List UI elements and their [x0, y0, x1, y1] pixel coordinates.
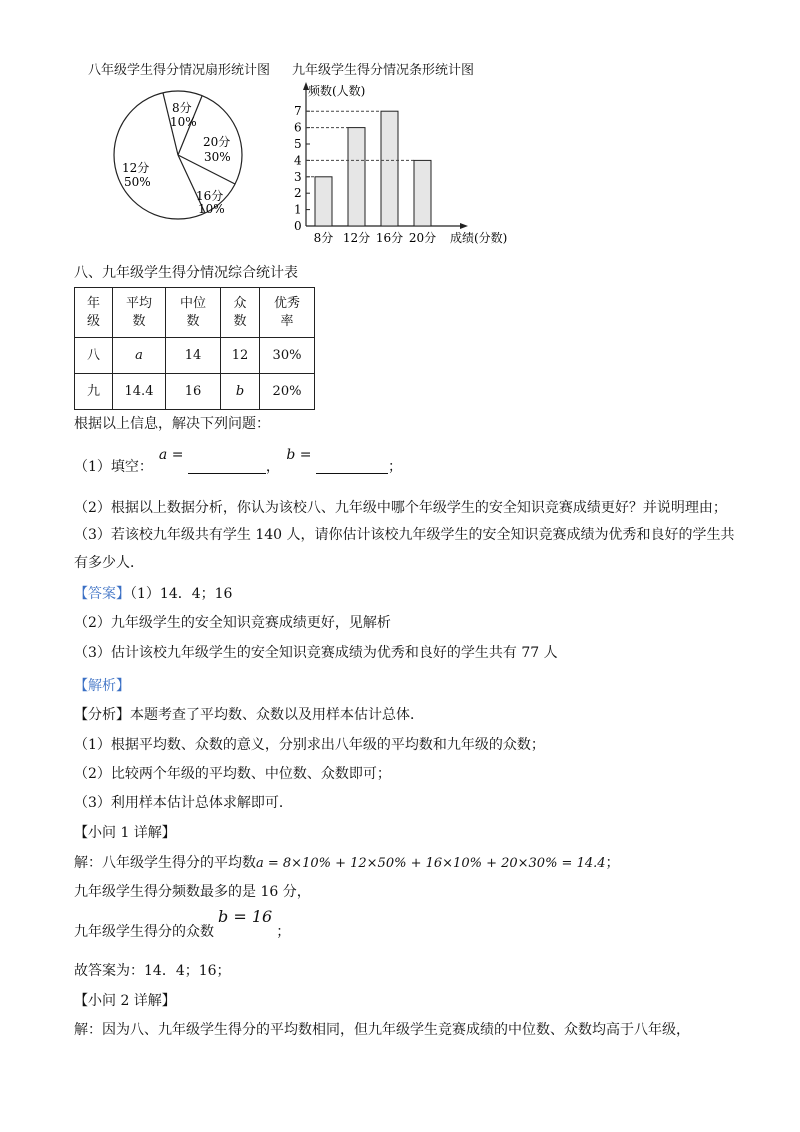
analysis-tag: 【解析】	[74, 678, 130, 694]
header-mode: 众 数	[221, 288, 260, 338]
solution-4: 故答案为：14．4；16；	[74, 963, 231, 979]
mean-formula: a = 8×10% + 12×50% + 16×10% + 20×30% = 14.4	[256, 856, 606, 871]
table-cell: 八	[75, 338, 113, 374]
x-tick-label: 8分	[313, 231, 334, 245]
pie-label-20: 20分	[203, 135, 231, 149]
solution-3: 九年级学生得分的众数b = 16；	[74, 907, 291, 940]
bar-chart-title: 九年级学生得分情况条形统计图	[292, 63, 475, 78]
x-axis-arrow	[460, 223, 468, 229]
y-axis-label: 频数(人数)	[308, 84, 366, 98]
pie-pct-12: 50%	[124, 175, 151, 189]
y-tick-label: 6	[294, 120, 302, 135]
table-cell: 12	[221, 338, 260, 374]
bar	[315, 177, 332, 226]
pie-chart-title: 八年级学生得分情况扇形统计图	[88, 63, 271, 78]
table-cell: 14.4	[113, 374, 166, 410]
q1-a-var: a =	[158, 447, 184, 463]
x-tick-label: 16分	[375, 231, 404, 245]
x-tick-label: 12分	[342, 231, 371, 245]
stats-table	[74, 287, 315, 410]
header-median: 中位 数	[166, 288, 221, 338]
header-excellent-rate: 优秀 率	[260, 288, 315, 338]
q1-b-var: b =	[286, 447, 312, 463]
y-tick-label: 5	[294, 137, 302, 151]
pie-pct-20: 30%	[204, 150, 231, 164]
analysis-3: （3）利用样本估计总体求解即可．	[74, 795, 293, 811]
q1-b-blank	[316, 459, 388, 474]
pie-label-12: 12分	[122, 161, 150, 175]
bar	[381, 111, 398, 226]
table-cell: 30%	[260, 338, 315, 374]
header-grade: 年 级	[75, 288, 113, 338]
answer-2: （2）九年级学生的安全知识竞赛成绩更好，见解析	[74, 615, 391, 631]
answer-3: （3）估计该校九年级学生的安全知识竞赛成绩为优秀和良好的学生共有 77 人	[74, 645, 558, 661]
answer-tag: 【答案】	[74, 586, 130, 602]
question-3-line2: 有多少人．	[74, 555, 144, 571]
y-tick-label: 0	[294, 219, 302, 233]
bar-chart	[278, 78, 518, 250]
sub-question-1-head: 【小问 1 详解】	[74, 825, 176, 841]
table-header-row	[75, 288, 315, 338]
question-3-line1: （3）若该校九年级共有学生 140 人，请你估计该校九年级学生的安全知识竞赛成绩为优秀和良好的学生共	[74, 527, 735, 543]
analysis-1: （1）根据平均数、众数的意义，分别求出八年级的平均数和九年级的众数；	[74, 737, 545, 753]
pie-pct-16: 10%	[198, 202, 225, 216]
pie-chart	[110, 80, 250, 230]
table-cell: 16	[166, 374, 221, 410]
q1-a-blank	[188, 459, 266, 474]
analysis-2: （2）比较两个年级的平均数、中位数、众数即可；	[74, 766, 391, 782]
solution-5: 解：因为八、九年级学生得分的平均数相同，但九年级学生竞赛成绩的中位数、众数均高于八年级，	[74, 1022, 690, 1038]
solution-2: 九年级学生得分频数最多的是 16 分，	[74, 884, 311, 900]
question-1: （1）填空：a = ， b = ；	[74, 447, 402, 475]
table-cell: 20%	[260, 374, 315, 410]
table-cell: 14	[166, 338, 221, 374]
table-caption: 八、九年级学生得分情况综合统计表	[74, 265, 298, 281]
intro-text: 根据以上信息，解决下列问题：	[74, 416, 270, 432]
y-tick-label: 1	[294, 202, 302, 217]
pie-pct-8: 10%	[170, 115, 197, 129]
y-tick-label: 2	[294, 186, 302, 201]
mode-formula: b = 16	[218, 907, 273, 926]
table-row	[75, 338, 315, 374]
x-axis-label: 成绩(分数)	[450, 231, 508, 245]
x-tick-label: 20分	[408, 231, 437, 245]
bar	[414, 160, 431, 226]
solution-1: 解：八年级学生得分的平均数a = 8×10% + 12×50% + 16×10% + 20×30% = 14.4；	[74, 855, 620, 871]
answer-1: 【答案】（1）14．4；16	[74, 586, 233, 602]
pie-label-16: 16分	[196, 189, 224, 203]
table-cell: a	[113, 338, 166, 374]
header-mean: 平均 数	[113, 288, 166, 338]
analysis-head: 【分析】本题考查了平均数、众数以及用样本估计总体．	[74, 707, 424, 723]
y-tick-label: 4	[294, 153, 302, 168]
y-tick-label: 3	[294, 169, 302, 184]
y-tick-label: 7	[294, 104, 302, 119]
table-row	[75, 374, 315, 410]
sub-question-2-head: 【小问 2 详解】	[74, 993, 176, 1009]
pie-label-8: 8分	[172, 101, 192, 115]
bar	[348, 128, 365, 226]
table-cell: b	[221, 374, 260, 410]
table-cell: 九	[75, 374, 113, 410]
question-2: （2）根据以上数据分析，你认为该校八、九年级中哪个年级学生的安全知识竞赛成绩更好？并说明理由；	[74, 500, 727, 516]
